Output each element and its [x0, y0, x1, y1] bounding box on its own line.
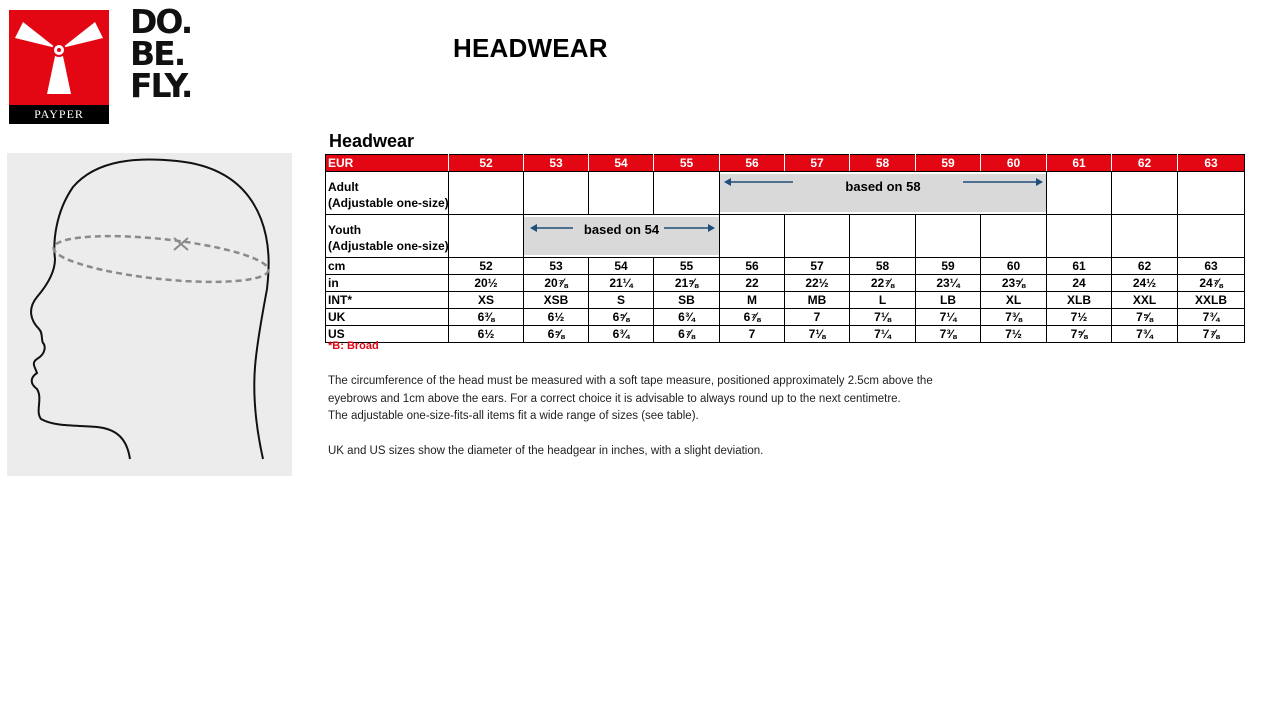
cell-value: 6⅞ — [654, 326, 720, 343]
cell-value: 6¾ — [654, 309, 720, 326]
note-line: The circumference of the head must be measured with a soft tape measure, positioned approximately 2.5cm above the — [328, 375, 933, 387]
adult-label-line1: Adult — [328, 180, 359, 194]
cell-value: 59 — [916, 258, 981, 275]
adult-label-line2: (Adjustable one-size) — [328, 196, 449, 210]
cell-value: 22⅞ — [850, 275, 916, 292]
cell-value: XS — [449, 292, 524, 309]
cell-value: 6½ — [449, 326, 524, 343]
eur-size: 59 — [916, 155, 981, 172]
cell-value: 20½ — [449, 275, 524, 292]
cell-value: 62 — [1112, 258, 1178, 275]
cell-value: 7 — [785, 309, 850, 326]
eur-size: 56 — [720, 155, 785, 172]
cell-value: XXLB — [1178, 292, 1245, 309]
cell-value: XLB — [1047, 292, 1112, 309]
youth-label-line1: Youth — [328, 223, 362, 237]
cell-value: 60 — [981, 258, 1047, 275]
cell-value: LB — [916, 292, 981, 309]
eur-size: 55 — [654, 155, 720, 172]
slogan — [130, 2, 192, 105]
cell-value: 24⅞ — [1178, 275, 1245, 292]
slogan-line: DO. — [130, 2, 192, 41]
note-line: eyebrows and 1cm above the ears. For a correct choice it is advisable to always round up to the next centimetre. — [328, 392, 901, 405]
row-label: in — [326, 275, 449, 292]
cell-value: 7⅛ — [850, 309, 916, 326]
cell-value: 7½ — [1047, 309, 1112, 326]
youth-label — [326, 215, 449, 258]
eur-header-row — [326, 155, 1245, 172]
eur-size: 53 — [524, 155, 589, 172]
youth-span-text: based on 54 — [583, 222, 660, 237]
cell-value: 21⅝ — [654, 275, 720, 292]
in-row — [326, 275, 1245, 292]
head-illustration-panel — [7, 153, 292, 476]
us-row — [326, 326, 1245, 343]
propeller-icon — [9, 10, 109, 105]
page-title: HEADWEAR — [453, 33, 608, 63]
size-table — [325, 154, 1245, 343]
cell-value: 7¾ — [1178, 309, 1245, 326]
cell-value: XSB — [524, 292, 589, 309]
cell-value: L — [850, 292, 916, 309]
cell-value: 7¼ — [916, 309, 981, 326]
cell-value: 22½ — [785, 275, 850, 292]
eur-size: 58 — [850, 155, 916, 172]
note-line: UK and US sizes show the diameter of the headgear in inches, with a slight deviation. — [328, 445, 764, 457]
cell-value: 55 — [654, 258, 720, 275]
eur-label: EUR — [326, 155, 449, 172]
cell-value: 57 — [785, 258, 850, 275]
cell-value: 20⅞ — [524, 275, 589, 292]
cell-value: SB — [654, 292, 720, 309]
cell-value: 6⅞ — [720, 309, 785, 326]
cell-value: 7⅜ — [916, 326, 981, 343]
youth-span-cell — [524, 215, 720, 258]
eur-size: 57 — [785, 155, 850, 172]
cell-value: 7¼ — [850, 326, 916, 343]
eur-size: 52 — [449, 155, 524, 172]
cell-value: M — [720, 292, 785, 309]
row-label: INT* — [326, 292, 449, 309]
brand-name: PAYPER — [9, 105, 109, 124]
cell-value: 7⅞ — [1178, 326, 1245, 343]
cell-value: 61 — [1047, 258, 1112, 275]
cell-value: 6⅝ — [589, 309, 654, 326]
note-line: The adjustable one-size-fits-all items fit a wide range of sizes (see table). — [328, 410, 699, 422]
cell-value: 7¾ — [1112, 326, 1178, 343]
cell-value: 52 — [449, 258, 524, 275]
cell-value: 7⅜ — [981, 309, 1047, 326]
cell-value: 7⅛ — [785, 326, 850, 343]
eur-size: 63 — [1178, 155, 1245, 172]
broad-footnote: *B: Broad — [328, 340, 379, 352]
row-label: US — [326, 326, 449, 343]
uk-row — [326, 309, 1245, 326]
cell-value: 7 — [720, 326, 785, 343]
cell-value: 23⅝ — [981, 275, 1047, 292]
eur-size: 61 — [1047, 155, 1112, 172]
cell-value: 21¼ — [589, 275, 654, 292]
youth-row — [326, 215, 1245, 258]
head-measurement-icon — [7, 153, 292, 476]
payper-logo — [9, 10, 109, 124]
cell-value: 54 — [589, 258, 654, 275]
cell-value: XL — [981, 292, 1047, 309]
cell-value: 23¼ — [916, 275, 981, 292]
cell-value: 7⅝ — [1047, 326, 1112, 343]
cell-value: 22 — [720, 275, 785, 292]
cell-value: 56 — [720, 258, 785, 275]
eur-size: 60 — [981, 155, 1047, 172]
cell-value: 6½ — [524, 309, 589, 326]
cell-value: 6⅝ — [524, 326, 589, 343]
table-title: Headwear — [329, 131, 415, 151]
adult-label — [326, 172, 449, 215]
adult-span-cell — [720, 172, 1047, 215]
cell-value: 7½ — [981, 326, 1047, 343]
cell-value: 63 — [1178, 258, 1245, 275]
cell-value: MB — [785, 292, 850, 309]
cell-value: 7⅝ — [1112, 309, 1178, 326]
cm-row — [326, 258, 1245, 275]
cell-value: 58 — [850, 258, 916, 275]
adult-span-text: based on 58 — [845, 179, 921, 194]
cell-value: 24½ — [1112, 275, 1178, 292]
eur-size: 54 — [589, 155, 654, 172]
cell-value: S — [589, 292, 654, 309]
youth-label-line2: (Adjustable one-size) — [328, 239, 449, 253]
slogan-line: FLY. — [130, 66, 192, 105]
cell-value: 6⅜ — [449, 309, 524, 326]
row-label: cm — [326, 258, 449, 275]
cell-value: 24 — [1047, 275, 1112, 292]
adult-row — [326, 172, 1245, 215]
eur-size: 62 — [1112, 155, 1178, 172]
int-row — [326, 292, 1245, 309]
cell-value: 53 — [524, 258, 589, 275]
cell-value: 6¾ — [589, 326, 654, 343]
row-label: UK — [326, 309, 449, 326]
cell-value: XXL — [1112, 292, 1178, 309]
slogan-line: BE. — [130, 34, 185, 73]
measurement-notes — [328, 373, 1028, 461]
